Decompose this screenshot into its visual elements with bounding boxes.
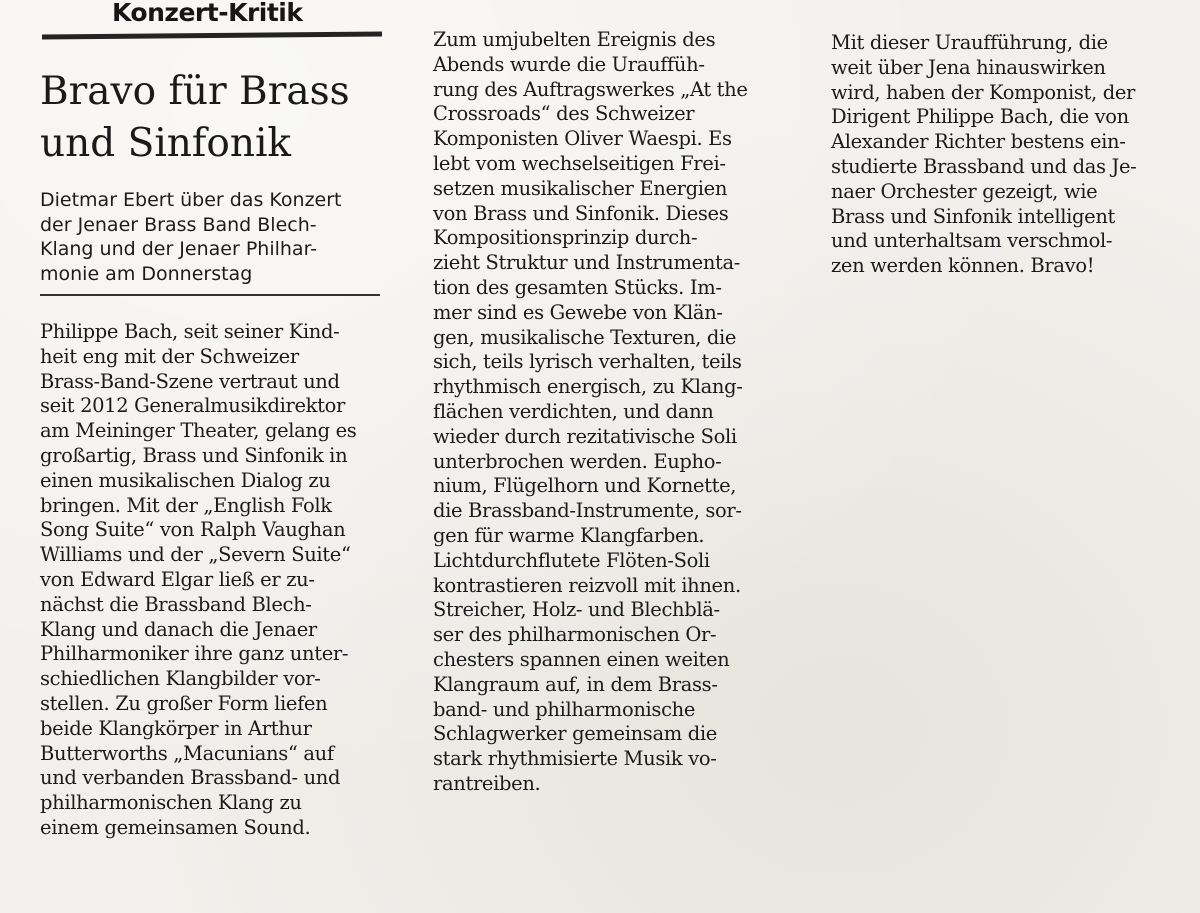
article-headline: Bravo für Brass und Sinfonik — [40, 69, 350, 166]
body-column-2: Zum umjubelten Ereignis des Abends wurde die Urauffüh- rung des Auftragswerkes „At the Crossroads“ des Schweizer Komponisten Oliver Waespi. Es lebt vom wechselseitigen Frei- setzen musikalischer Energien von Brass und Sinfonik. Dieses Kompositionsprinzip durch- zieht Struktur und Instrumenta- tion des gesamten Stücks. Im- mer sind es Gewebe von Klän- gen, musikalische Texturen, die sich, teils lyrisch verhalten, teils rhythmisch energisch, zu Klang- flächen verdichten, und dann wieder durch rezitativische Soli unterbrochen werden. Eupho- nium, Flügelhorn und Kornette, die Brassband-Instrumente, sor- gen für warme Klangfarben. Lichtdurchflutete Flöten-Soli kontrastieren reizvoll mit ihnen. Streicher, Holz- und Blechblä- ser des philharmonischen Or- chesters spannen einen weiten Klangraum auf, in dem Brass- band- und philharmonische Schlagwerker gemeinsam die stark rhythmisierte Musik vo- rantreiben. — [433, 28, 748, 795]
body-column-3: Mit dieser Uraufführung, die weit über Jena hinauswirken wird, haben der Komponist, der Dirigent Philippe Bach, die von Alexander Richter bestens ein- studierte Brassband und das Je- naer Orchester gezeigt, wie Brass und Sinfonik intelligent und unterhaltsam verschmol- zen werden können. Bravo! — [831, 31, 1137, 278]
kicker-underline — [42, 32, 382, 40]
article-subheadline: Dietmar Ebert über das Konzert der Jenaer Brass Band Blech- Klang und der Jenaer Philhar- monie am Donnerstag — [40, 189, 342, 285]
section-kicker: Konzert-Kritik — [112, 0, 303, 27]
body-column-1: Philippe Bach, seit seiner Kind- heit eng mit der Schweizer Brass-Band-Szene vertraut und seit 2012 Generalmusikdirektor am Meininger Theater, gelang es großartig, Brass und Sinfonik in einen musikalischen Dialog zu bringen. Mit der „English Folk Song Suite“ von Ralph Vaughan Williams und der „Severn Suite“ von Edward Elgar ließ er zu- nächst die Brassband Blech- Klang und danach die Jenaer Philharmoniker ihre ganz unter- schiedlichen Klangbilder vor- stellen. Zu großer Form liefen beide Klangkörper in Arthur Butterworths „Macunians“ auf und verbanden Brassband- und philharmonischen Klang zu einem gemeinsamen Sound. — [40, 320, 357, 839]
subheadline-divider — [40, 294, 380, 296]
